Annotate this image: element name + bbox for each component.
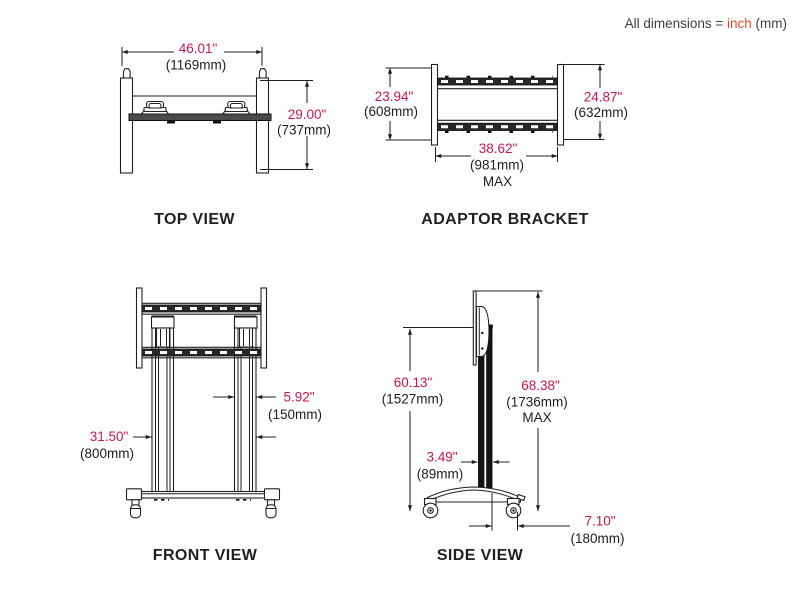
units-note-inch: inch <box>727 16 752 31</box>
side-column-depth-dimension <box>417 450 510 482</box>
adaptor-span-mm: (981mm) <box>469 157 525 173</box>
adaptor-left-inch: 23.94" <box>374 89 414 104</box>
adaptor-span-inch: 38.62" <box>478 141 518 156</box>
front-overall-mm: (800mm) <box>79 446 135 461</box>
front-column-inch: 5.92" <box>283 389 315 405</box>
top-width-inch: 46.01" <box>178 41 218 56</box>
top-view-width-dimension <box>122 41 262 73</box>
adaptor-bracket-label: ADAPTOR BRACKET <box>421 211 589 228</box>
side-max-note: MAX <box>522 410 552 425</box>
front-column-width-dimension <box>213 390 322 423</box>
front-column-mm: (150mm) <box>267 407 323 422</box>
front-overall-inch: 31.50" <box>89 429 129 444</box>
side-offset-mm: (180mm) <box>570 531 625 546</box>
top-depth-inch: 29.00" <box>287 107 327 122</box>
top-view-label: TOP VIEW <box>154 211 235 228</box>
adaptor-left-dimension <box>364 68 431 140</box>
adaptor-bracket-drawing <box>432 65 564 146</box>
top-depth-mm: (737mm) <box>276 122 332 138</box>
side-caster-offset-dimension <box>469 493 625 546</box>
side-max-height-dimension <box>506 292 568 511</box>
side-height-dimension <box>382 329 444 511</box>
adaptor-span-dimension <box>436 141 558 189</box>
side-height-mm: (1527mm) <box>381 391 444 407</box>
top-width-mm: (1169mm) <box>165 57 227 73</box>
units-note-suffix: (mm) <box>751 16 787 31</box>
adaptor-right-mm: (632mm) <box>573 105 629 120</box>
top-view-drawing <box>121 69 272 173</box>
units-note-prefix: All dimensions = <box>624 16 727 31</box>
adaptor-right-dimension <box>564 65 628 140</box>
side-max-mm: (1736mm) <box>506 394 568 410</box>
side-offset-inch: 7.10" <box>584 513 616 529</box>
side-view-label: SIDE VIEW <box>436 547 524 564</box>
side-height-inch: 60.13" <box>393 375 433 390</box>
front-view-label: FRONT VIEW <box>152 547 258 564</box>
front-view-drawing <box>127 288 280 518</box>
adaptor-left-mm: (608mm) <box>363 104 419 119</box>
side-max-inch: 68.38" <box>521 378 560 393</box>
top-view-depth-dimension <box>260 81 331 170</box>
adaptor-right-inch: 24.87" <box>583 89 623 105</box>
side-column-mm: (89mm) <box>416 466 464 482</box>
side-column-inch: 3.49" <box>426 449 458 465</box>
adaptor-span-max: MAX <box>482 174 513 189</box>
